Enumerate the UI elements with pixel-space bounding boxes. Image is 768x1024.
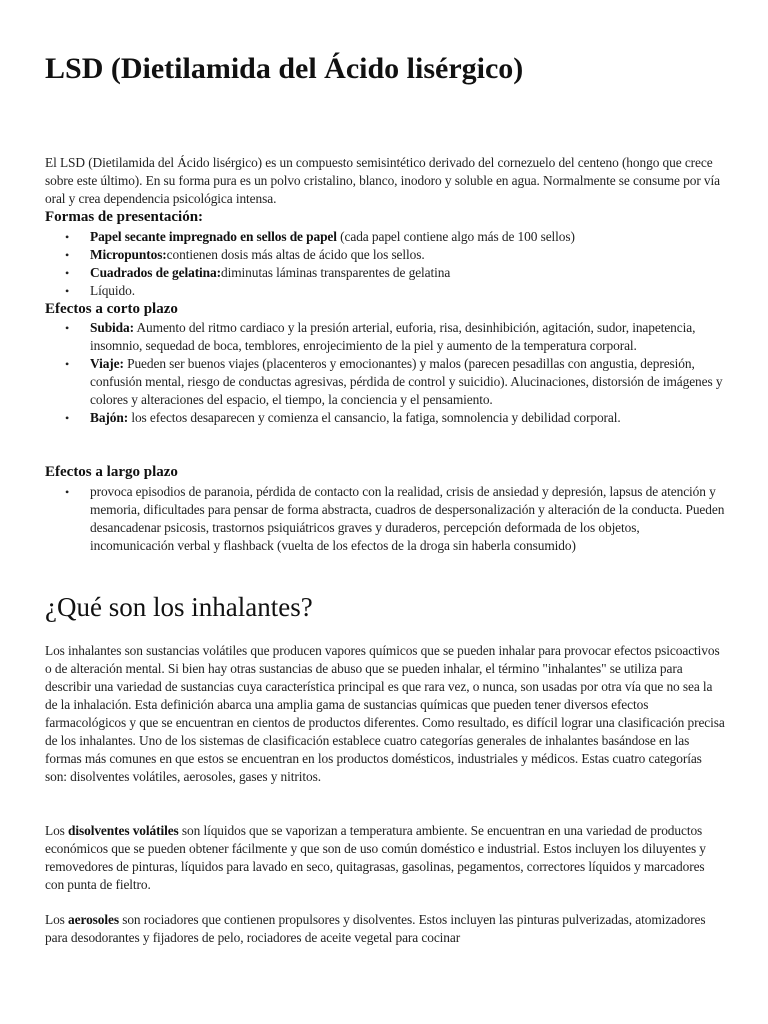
list-item-bold: Subida: <box>90 320 134 335</box>
list-item <box>45 282 725 300</box>
list-item-bold: Bajón: <box>90 410 129 425</box>
section-heading-forms: Formas de presentación: <box>45 209 204 225</box>
list-item-bold: Cuadrados de gelatina: <box>90 265 221 280</box>
list-item-text: Pueden ser buenos viajes (placenteros y emocionantes) y malos (parecen pesadillas con angustia, depresión, confusión mental, riesgo de conductas agresivas, pérdida de control y suicidio). Alucinaciones, distorsión de imágenes y colores y alteraciones del espacio, el tiempo, la conciencia y el pensamiento. <box>90 356 723 407</box>
list-item-bold: Viaje: <box>90 356 124 371</box>
term-bold: aerosoles <box>68 912 119 927</box>
section-heading-short-term: Efectos a corto plazo <box>45 301 178 317</box>
list-item <box>45 246 725 264</box>
list-item-text: (cada papel contiene algo más de 100 sellos) <box>336 229 575 244</box>
list-item-text: diminutas láminas transparentes de gelatina <box>220 265 451 280</box>
list-item-bold: Micropuntos: <box>90 247 167 262</box>
solvents-paragraph <box>45 822 725 894</box>
list-item <box>45 409 725 427</box>
list-item-bold: Papel secante impregnado en sellos de papel <box>90 229 337 244</box>
forms-list <box>45 228 725 300</box>
paragraph-text: son rociadores que contienen propulsores y disolventes. Estos incluyen las pinturas pulverizadas, atomizadores para desodorantes y fijadores de pelo, rociadores de aceite vegetal para cocinar <box>45 912 706 945</box>
list-item <box>45 228 725 246</box>
paragraph-text: son líquidos que se vaporizan a temperatura ambiente. Se encuentran en una variedad de productos económicos que se pueden obtener fácilmente y que son de uso común doméstico e industrial. Estos incluyen los diluyentes y removedores de pinturas, líquidos para lavado en seco, quitagrasas, gasolinas, pegamentos, correctores líquidos y marcadores con punta de fieltro. <box>45 823 706 892</box>
list-item-text: contienen dosis más altas de ácido que los sellos. <box>166 247 425 262</box>
aerosols-paragraph <box>45 911 725 947</box>
inhalants-paragraph: Los inhalantes son sustancias volátiles que producen vapores químicos que se pueden inhalar para provocar efectos psicoactivos o de alteración mental. Si bien hay otras sustancias de abuso que se pueden inhalar, el término "inhalantes" se utiliza para describir una variedad de sustancias cuya característica principal es que rara vez, o nunca, son usadas por otra vía que no sea la de la inhalación. Esta definición abarca una amplia gama de sustancias químicas que pueden tener diversos efectos farmacológicos y que se encuentran en cientos de productos diferentes. Como resultado, es difícil lograr una clasificación precisa de los inhalantes. Uno de los sistemas de clasificación establece cuatro categorías generales de inhalantes basándose en las formas más comunes en que estos se encuentran en los productos domésticos, industriales y médicos. Estas cuatro categorías son: disolventes volátiles, aerosoles, gases y nitritos. <box>45 643 725 784</box>
list-item-text: provoca episodios de paranoia, pérdida de contacto con la realidad, crisis de ansiedad y depresión, lapsus de atención y memoria, dificultades para pensar de forma abstracta, cuadros de despersonalización y alteración de la conducta. Pueden desancadenar psicosis, trastornos psiquiátricos graves y duraderos, percepción deformada de los objetos, incomunicación verbal y flashback (vuelta de los efectos de la droga sin haberla consumido) <box>90 484 725 553</box>
intro-paragraph: El LSD (Dietilamida del Ácido lisérgico) es un compuesto semisintético derivado del cornezuelo del centeno (hongo que crece sobre este último). En su forma pura es un polvo cristalino, blanco, inodoro y soluble en agua. Normalmente se consume por vía oral y crea dependencia psicológica intensa. <box>45 155 720 206</box>
list-item <box>45 483 725 555</box>
list-item-text: Líquido. <box>90 283 135 298</box>
list-item <box>45 355 725 409</box>
list-item <box>45 264 725 282</box>
list-item-text: Aumento del ritmo cardiaco y la presión arterial, euforia, risa, desinhibición, agitación, sudor, inapetencia, insomnio, sequedad de boca, temblores, enrojecimiento de la piel y aumento de la temperatura corporal. <box>90 320 696 353</box>
section-heading-long-term: Efectos a largo plazo <box>45 464 178 480</box>
term-bold: disolventes volátiles <box>68 823 179 838</box>
section-title-inhalants: ¿Qué son los inhalantes? <box>45 592 313 622</box>
paragraph-lead: Los <box>45 912 69 927</box>
page-title: LSD (Dietilamida del Ácido lisérgico) <box>45 52 524 85</box>
short-term-effects-list <box>45 319 725 427</box>
long-term-effects-list <box>45 483 725 555</box>
paragraph-lead: Los <box>45 823 69 838</box>
list-item-text: los efectos desaparecen y comienza el cansancio, la fatiga, somnolencia y debilidad corporal. <box>128 410 621 425</box>
list-item <box>45 319 725 355</box>
